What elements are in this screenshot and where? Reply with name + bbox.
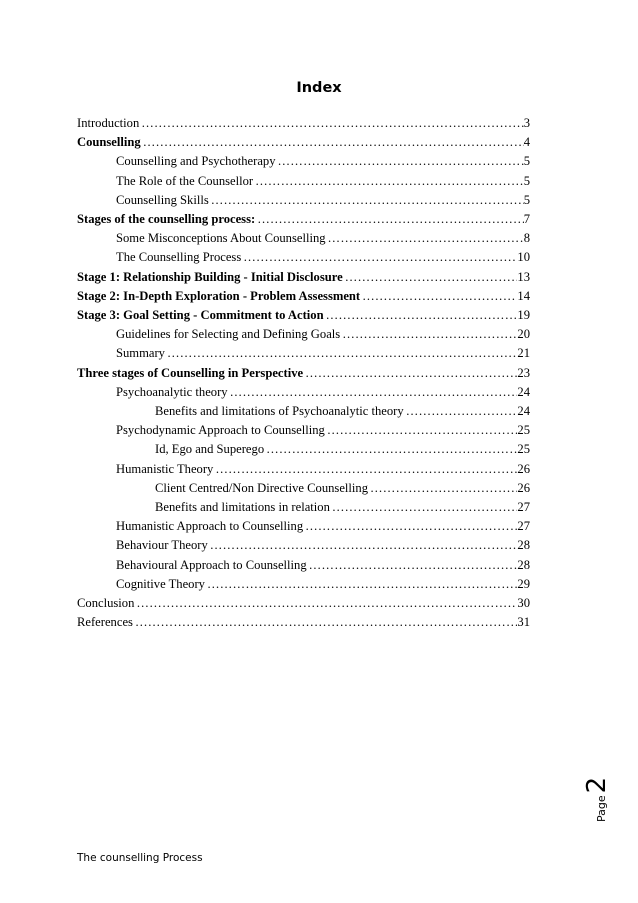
toc-leader-dots: [253, 172, 524, 190]
toc-entry-label: Client Centred/Non Directive Counselling: [155, 480, 369, 495]
toc-leader-dots: [303, 517, 517, 535]
toc-leader-dots: [404, 402, 518, 420]
toc-leader-dots: [368, 479, 517, 497]
toc-entry-page: 30: [517, 596, 530, 610]
toc-leader-dots: [241, 248, 517, 266]
toc-leader-dots: [255, 210, 524, 228]
toc-entry-label: Stage 3: Goal Setting - Commitment to Action: [77, 308, 324, 322]
toc-entry: [77, 287, 530, 305]
page-number: 2: [582, 776, 612, 794]
toc-entry-page: 4: [523, 135, 530, 150]
footer-text: The counselling Process: [77, 852, 203, 864]
page-word: Page: [595, 795, 608, 822]
toc-entry-label: The Role of the Counsellor: [116, 173, 254, 188]
toc-entry-page: 3: [523, 116, 530, 130]
toc-entry: [116, 172, 530, 190]
toc-entry-page: 5: [523, 192, 530, 207]
toc-entry-page: 25: [517, 423, 530, 438]
toc-entry: [116, 248, 530, 266]
toc-entry-page: 24: [517, 404, 530, 418]
toc-leader-dots: [325, 421, 518, 439]
toc-entry-page: 20: [517, 327, 530, 342]
toc-entry: [77, 268, 530, 286]
toc-entry: [116, 536, 530, 554]
toc-entry: [116, 152, 530, 170]
toc-leader-dots: [360, 287, 517, 305]
toc-entry: [155, 479, 530, 497]
toc-entry-label: Humanistic Theory: [116, 461, 214, 476]
toc-entry-label: Behavioural Approach to Counselling: [116, 557, 307, 572]
toc-entry-label: Stages of the counselling process:: [77, 212, 256, 226]
toc-entry: [116, 191, 530, 209]
toc-leader-dots: [141, 133, 524, 151]
toc-leader-dots: [307, 556, 518, 574]
toc-entry: [77, 210, 530, 228]
toc-entry-page: 21: [517, 346, 530, 361]
toc-leader-dots: [228, 383, 518, 401]
toc-entry: [77, 364, 530, 382]
toc-entry-label: Psychoanalytic theory: [116, 384, 228, 399]
index-title: Index: [296, 80, 342, 96]
toc-entry-label: Counselling Skills: [116, 192, 209, 207]
toc-entry: [116, 229, 530, 247]
toc-entry-page: 19: [517, 308, 530, 322]
toc-entry-page: 26: [517, 461, 530, 476]
toc-leader-dots: [343, 268, 518, 286]
toc-entry: [116, 421, 530, 439]
toc-entry-label: Stage 1: Relationship Building - Initial Disclosure: [77, 269, 343, 284]
toc-entry-page: 10: [517, 250, 530, 265]
toc-entry-label: Benefits and limitations in relation: [155, 500, 330, 514]
toc-entry-page: 7: [523, 212, 530, 226]
toc-leader-dots: [133, 613, 517, 631]
toc-entry-page: 28: [517, 557, 530, 572]
toc-entry: [116, 460, 530, 478]
toc-leader-dots: [340, 325, 517, 343]
toc-entry: [155, 498, 530, 516]
toc-leader-dots: [213, 460, 517, 478]
toc-entry-label: References: [77, 615, 133, 630]
toc-entry-label: Behaviour Theory: [116, 538, 208, 553]
toc-entry-label: Summary: [116, 346, 165, 361]
toc-entry-label: Benefits and limitations of Psychoanalytic theory: [155, 404, 404, 418]
toc-entry-label: Psychodynamic Approach to Counselling: [116, 423, 325, 438]
page-number-marker: [582, 777, 622, 837]
toc-leader-dots: [264, 440, 517, 458]
toc-entry: [77, 613, 530, 631]
toc-leader-dots: [208, 536, 518, 554]
toc-entry-label: Humanistic Approach to Counselling: [116, 519, 304, 534]
toc-entry: [116, 556, 530, 574]
toc-entry: [77, 114, 530, 132]
toc-entry: [155, 440, 530, 458]
toc-entry-label: Counselling and Psychotherapy: [116, 154, 276, 169]
toc-entry-page: 5: [523, 173, 530, 188]
toc-entry: [116, 517, 530, 535]
toc-entry-page: 29: [517, 576, 530, 591]
toc-entry: [77, 133, 530, 151]
toc-entry-page: 24: [517, 384, 530, 399]
toc-entry-page: 28: [517, 538, 530, 553]
toc-entry-page: 13: [517, 269, 530, 284]
toc-entry-label: The Counselling Process: [116, 250, 242, 265]
toc-entry-page: 26: [517, 480, 530, 495]
toc-leader-dots: [303, 364, 517, 382]
toc-leader-dots: [139, 114, 523, 132]
toc-entry-label: Cognitive Theory: [116, 576, 205, 591]
toc-entry-label: Counselling: [77, 135, 141, 150]
toc-entry-page: 8: [523, 231, 530, 246]
toc-entry-label: Guidelines for Selecting and Defining Goals: [116, 327, 341, 342]
toc-entry: [116, 325, 530, 343]
toc-entry-page: 27: [517, 519, 530, 534]
toc-entry: [155, 402, 530, 420]
toc-entry-label: Introduction: [77, 116, 140, 130]
toc-entry-label: Stage 2: In-Depth Exploration - Problem Assessment: [77, 288, 361, 303]
toc-leader-dots: [209, 191, 524, 209]
toc-leader-dots: [324, 306, 518, 324]
toc-leader-dots: [276, 152, 524, 170]
toc-leader-dots: [326, 229, 524, 247]
toc-entry-label: Conclusion: [77, 596, 135, 610]
toc-entry: [77, 306, 530, 324]
toc-entry-page: 5: [523, 154, 530, 169]
toc-entry-page: 31: [517, 615, 530, 630]
toc-leader-dots: [205, 575, 517, 593]
toc-entry: [116, 344, 530, 362]
toc-entry-page: 25: [517, 442, 530, 457]
toc-entry: [116, 383, 530, 401]
toc-entry-label: Three stages of Counselling in Perspective: [77, 365, 304, 380]
toc-leader-dots: [330, 498, 518, 516]
toc-entry-page: 23: [517, 365, 530, 380]
toc-entry-page: 14: [517, 288, 530, 303]
toc-leader-dots: [165, 344, 517, 362]
toc-entry-page: 27: [517, 500, 530, 514]
toc-entry-label: Some Misconceptions About Counselling: [116, 231, 326, 246]
toc-entry-label: Id, Ego and Superego: [155, 442, 265, 457]
toc-entry: [116, 575, 530, 593]
toc-entry: [77, 594, 530, 612]
toc-leader-dots: [134, 594, 517, 612]
